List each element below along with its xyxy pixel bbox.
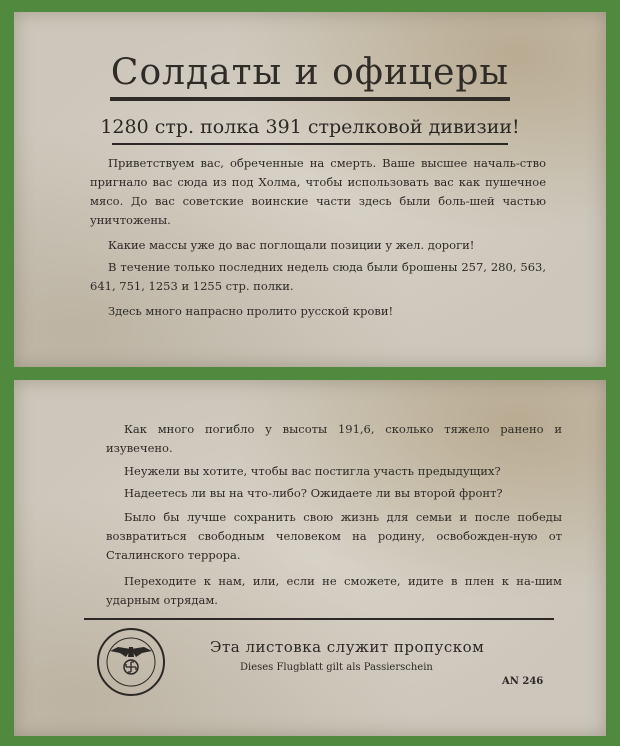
leaflet-page-top	[14, 12, 606, 367]
pass-caption-german: Dieses Flugblatt gilt als Passierschein	[240, 662, 433, 673]
paragraph: Было бы лучше сохранить свою жизнь для семьи и после победы возвратиться свободным человеком на родину, освобожден-ную от Сталинского террора.	[106, 510, 562, 562]
leaflet-code: AN 246	[502, 676, 544, 687]
paragraph: Здесь много напрасно пролито русской крови!	[108, 304, 394, 318]
paragraph: В течение только последних недель сюда были брошены 257, 280, 563, 641, 751, 1253 и 1255 стр. полки.	[90, 260, 546, 293]
eagle-swastika-seal-icon	[96, 627, 166, 697]
paragraph: Как много погибло у высоты 191,6, сколько тяжело ранено и изувечено.	[106, 422, 562, 455]
leaflet-page-bottom	[14, 380, 606, 736]
paragraph: Неужели вы хотите, чтобы вас постигла участь предыдущих?	[124, 464, 501, 478]
title-underline	[110, 97, 510, 101]
paragraph: Надеетесь ли вы на что-либо? Ожидаете ли вы второй фронт?	[124, 486, 503, 500]
paragraph: Какие массы уже до вас поглощали позиции у жел. дороги!	[108, 238, 475, 252]
paragraph: Приветствуем вас, обреченные на смерть. Ваше высшее началь-ство пригнало вас сюда из под Холма, чтобы использовать вас как пушечное мясо. До вас советские воинские части здесь были боль-шей частью уничтожены.	[90, 156, 546, 227]
subtitle-underline	[112, 143, 508, 145]
leaflet-subtitle: 1280 стр. полка 391 стрелковой дивизии!	[100, 116, 520, 138]
pass-caption-russian: Эта листовка служит пропуском	[210, 638, 485, 656]
paragraph: Переходите к нам, или, если не сможете, идите в плен к на-шим ударным отрядам.	[106, 574, 562, 607]
leaflet-title: Солдаты и офицеры	[110, 52, 510, 93]
section-divider	[84, 618, 554, 620]
